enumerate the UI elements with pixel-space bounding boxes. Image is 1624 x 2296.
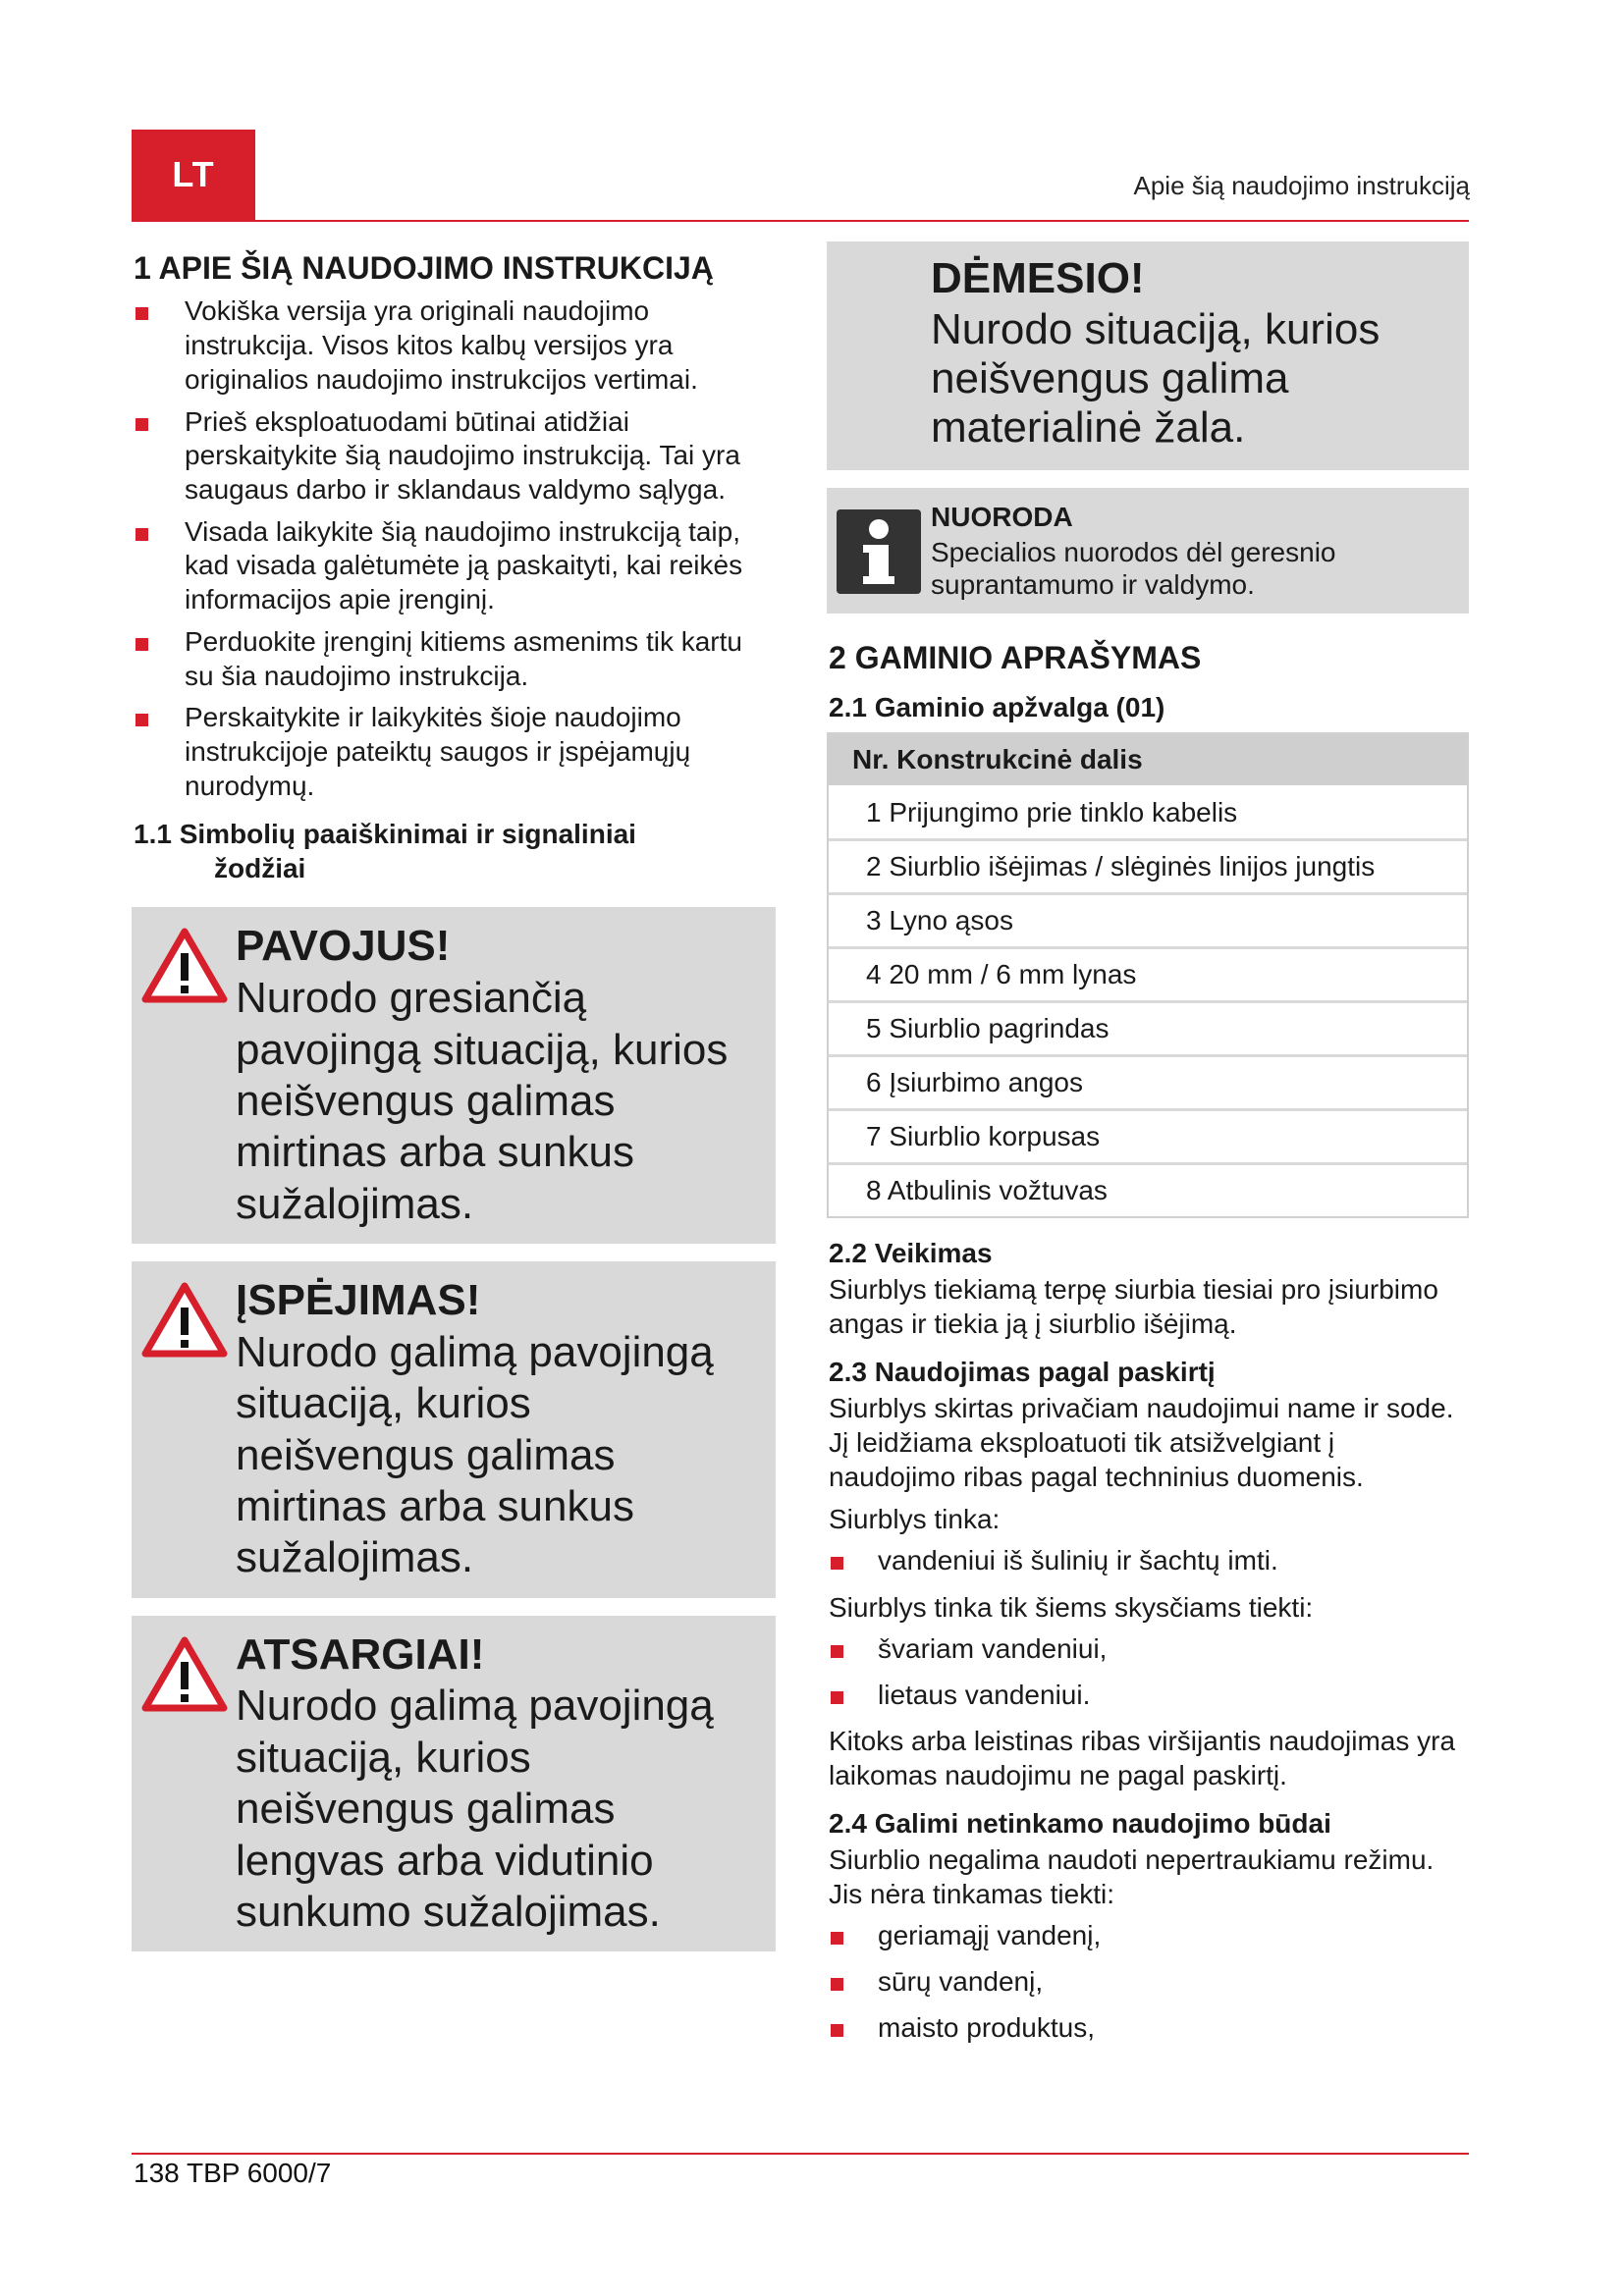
running-header: Apie šią naudojimo instrukciją	[1133, 171, 1470, 200]
caution-text: Nurodo galimą pavojingą situaciją, kurios neišvengus galimas lengvas arba vidutinio sunkumo sužalojimas.	[236, 1682, 714, 1936]
language-tab: LT	[132, 130, 255, 220]
misuse-note: Kitoks arba leistinas ribas viršijantis naudojimas yra laikomas naudojimu ne pagal paskirtį.	[829, 1726, 1456, 1791]
warning-text: Nurodo galimą pavojingą situaciją, kurios neišvengus galimas mirtinas arba sunkus sužalojimas.	[236, 1327, 714, 1582]
subsection-1-1-title	[134, 817, 776, 885]
suitable-intro: Siurblys tinka:	[829, 1504, 1001, 1535]
table-cell: 5 Siurblio pagrindas	[829, 1003, 1467, 1057]
danger-box	[132, 907, 776, 1244]
parts-table	[827, 732, 1469, 1218]
liquids-intro: Siurblys tinka tik šiems skysčiams tiekti:	[829, 1591, 1314, 1623]
table-row	[829, 949, 1467, 1003]
table-cell: 4 20 mm / 6 mm lynas	[829, 949, 1467, 1003]
section-2-title: 2 GAMINIO APRAŠYMAS	[829, 639, 1202, 675]
subsection-2-4-title: 2.4 Galimi netinkamo naudojimo būdai	[829, 1808, 1331, 1840]
table-row	[829, 841, 1467, 895]
table-cell: 1 Prijungimo prie tinklo kabelis	[829, 787, 1467, 841]
list-item: sūrų vandenį,	[827, 1965, 1469, 2000]
subsection-2-4-text: Siurblio negalima naudoti nepertraukiamu režimu. Jis nėra tinkamas tiekti:	[829, 1844, 1435, 1910]
list-item: Perskaitykite ir laikykitės šioje naudojimo instrukcijoje pateiktų saugos ir įspėjamųjų nurodymų.	[132, 701, 776, 803]
section-1-list	[132, 294, 776, 803]
warning-triangle-icon	[141, 1635, 228, 1714]
list-item: lietaus vandeniui.	[827, 1679, 1469, 1713]
info-icon	[837, 509, 921, 594]
subsection-2-2-text: Siurblys tiekiamą terpę siurbia tiesiai pro įsiurbimo angas ir tiekia ją į siurblio išėjimą.	[829, 1274, 1438, 1340]
subsection-2-3-title: 2.3 Naudojimas pagal paskirtį	[829, 1357, 1216, 1388]
list-item: švariam vandeniui,	[827, 1632, 1469, 1667]
table-header: Nr. Konstrukcinė dalis	[829, 734, 1467, 787]
table-row	[829, 787, 1467, 841]
table-row	[829, 1057, 1467, 1111]
caution-box	[132, 1616, 776, 1952]
left-column	[132, 241, 776, 1969]
page-footer: 138 TBP 6000/7	[134, 2158, 332, 2188]
right-column	[827, 241, 1469, 2057]
note-title: NUORODA	[931, 502, 1073, 533]
footer-divider	[132, 2153, 1469, 2155]
subsection-2-2-title: 2.2 Veikimas	[829, 1238, 993, 1269]
attention-title: DĖMESIO!	[931, 254, 1145, 302]
note-box	[827, 488, 1469, 614]
note-text: Specialios nuorodos dėl geresnio suprantamumo ir valdymo.	[931, 536, 1336, 601]
suitable-list	[827, 1544, 1469, 1578]
table-cell: 8 Atbulinis vožtuvas	[866, 1175, 1108, 1206]
header-divider	[132, 220, 1469, 222]
list-item: vandeniui iš šulinių ir šachtų imti.	[827, 1544, 1469, 1578]
table-row	[829, 1111, 1467, 1165]
attention-text: Nurodo situaciją, kurios neišvengus galima materialinė žala.	[931, 304, 1380, 453]
list-item: geriamąjį vandenį,	[827, 1919, 1469, 1953]
table-row	[829, 1165, 1467, 1216]
caution-title: ATSARGIAI!	[236, 1629, 485, 1679]
list-item: Visada laikykite šią naudojimo instrukciją taip, kad visada galėtumėte ją paskaityti, kai reikės informacijos apie įrenginį.	[132, 515, 776, 617]
table-cell: 3 Lyno ąsos	[829, 895, 1467, 949]
subsection-2-3-text: Siurblys skirtas privačiam naudojimui name ir sode. Jį leidžiama eksploatuoti tik atsižvelgiant į naudojimo ribas pagal techninius duomenis.	[829, 1393, 1454, 1493]
table-cell: 6 Įsiurbimo angos	[829, 1057, 1467, 1111]
warning-title: ĮSPĖJIMAS!	[236, 1276, 481, 1325]
table-cell: 7 Siurblio korpusas	[829, 1111, 1467, 1165]
section-1-title: 1 APIE ŠIĄ NAUDOJIMO INSTRUKCIJĄ	[134, 250, 714, 286]
table-row	[829, 1003, 1467, 1057]
subsection-2-1-title: 2.1 Gaminio apžvalga (01)	[829, 692, 1165, 723]
warning-triangle-icon	[141, 1281, 228, 1360]
list-item: Perduokite įrenginį kitiems asmenims tik kartu su šia naudojimo instrukcija.	[132, 625, 776, 693]
misuse-list	[827, 1919, 1469, 2045]
list-item: Prieš eksploatuodami būtinai atidžiai perskaitykite šią naudojimo instrukciją. Tai yra saugaus darbo ir sklandaus valdymo sąlyga.	[132, 405, 776, 507]
danger-title: PAVOJUS!	[236, 922, 451, 971]
warning-triangle-icon	[141, 927, 228, 1005]
table-row	[829, 895, 1467, 949]
liquids-list	[827, 1632, 1469, 1712]
list-item: Vokiška versija yra originali naudojimo instrukcija. Visos kitos kalbų versijos yra originalios naudojimo instrukcijos vertimai.	[132, 294, 776, 397]
list-item: maisto produktus,	[827, 2011, 1469, 2046]
subsection-1-1-line2: žodžiai	[214, 853, 306, 884]
table-cell: 2 Siurblio išėjimas / slėginės linijos jungtis	[829, 841, 1467, 895]
danger-text: Nurodo gresiančią pavojingą situaciją, kurios neišvengus galimas mirtinas arba sunkus sužalojimas.	[236, 974, 729, 1228]
subsection-1-1-line1: 1.1 Simbolių paaiškinimai ir signaliniai	[134, 819, 636, 850]
warning-box	[132, 1261, 776, 1598]
attention-box	[827, 241, 1469, 470]
